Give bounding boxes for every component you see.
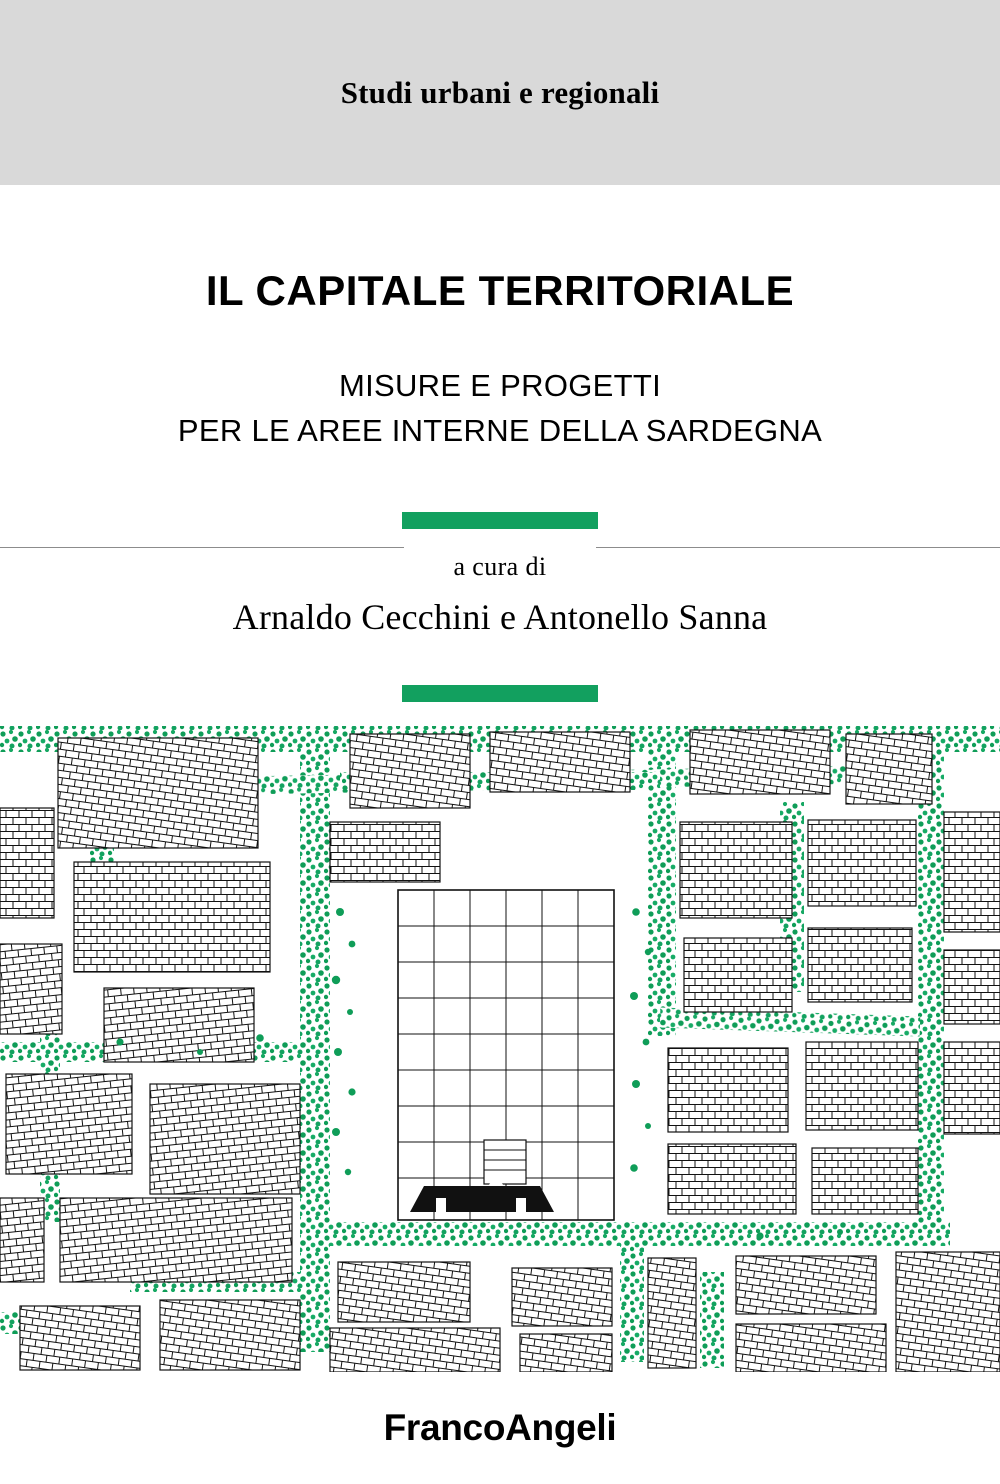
- series-band: [0, 0, 1000, 185]
- accent-rule-bottom: [402, 685, 598, 702]
- subtitle-line-1: MISURE E PROGETTI: [338, 368, 662, 404]
- page-title: IL CAPITALE TERRITORIALE: [205, 267, 795, 314]
- title-block: [0, 185, 1000, 550]
- subtitle-line-2: PER LE AREE INTERNE DELLA SARDEGNA: [177, 413, 823, 449]
- cover-illustration: [0, 712, 1000, 1372]
- divider-left: [0, 547, 404, 548]
- editors-names: Arnaldo Cecchini e Antonello Sanna: [232, 597, 768, 637]
- editors-prefix: a cura di: [453, 552, 547, 581]
- publisher-name: FrancoAngeli: [383, 1407, 617, 1448]
- accent-rule-top: [402, 512, 598, 529]
- divider-right: [596, 547, 1000, 548]
- editors-block: [0, 552, 1000, 638]
- publisher-block: [0, 1372, 1000, 1484]
- series-title: Studi urbani e regionali: [340, 74, 660, 110]
